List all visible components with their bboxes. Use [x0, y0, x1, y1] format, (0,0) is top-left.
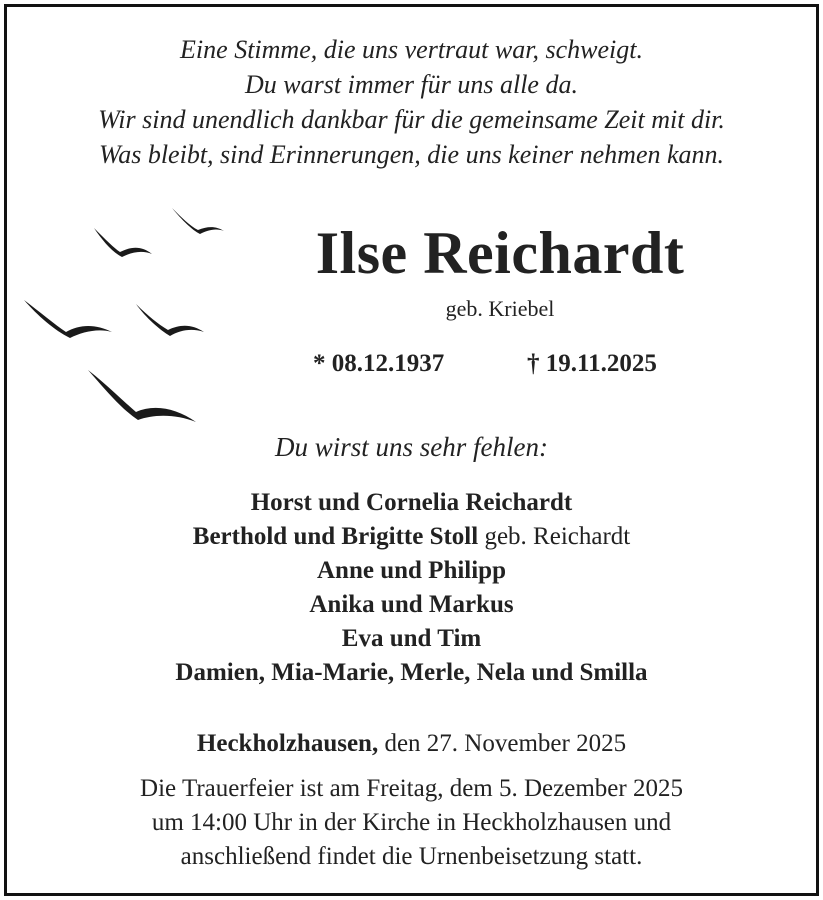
funeral-line-1: Die Trauerfeier ist am Freitag, dem 5. Dezember 2025: [140, 775, 683, 802]
funeral-line-2: um 14:00 Uhr in der Kirche in Heckholzhausen und: [151, 809, 672, 836]
poem-line-3: Wir sind unendlich dankbar für die gemeinsame Zeit mit dir.: [98, 105, 725, 134]
poem-line-1: Eine Stimme, die uns vertraut war, schweigt.: [180, 35, 643, 64]
family-line-3: Anne und Philipp: [317, 557, 506, 584]
funeral-line-3: anschließend findet die Urnenbeisetzung statt.: [180, 843, 643, 870]
poem-line-4: Was bleibt, sind Erinnerungen, die uns keiner nehmen kann.: [98, 140, 725, 169]
deceased-name: Ilse Reichardt: [315, 220, 685, 286]
poem: [0, 32, 823, 172]
farewell-line: Du wirst uns sehr fehlen:: [275, 432, 548, 462]
birth-name: geb. Kriebel: [445, 296, 555, 321]
birth-date: * 08.12.1937: [313, 350, 445, 377]
family-line-4: Anika und Markus: [309, 591, 514, 618]
notice-date: den 27. November 2025: [378, 730, 627, 757]
bird-icon-5: [88, 370, 196, 422]
place: Heckholzhausen,: [196, 730, 379, 757]
bird-icon-3: [24, 300, 112, 338]
family-list: [0, 486, 823, 690]
family-line-2-names: Berthold und Brigitte Stoll: [192, 523, 479, 550]
family-line-6: Damien, Mia-Marie, Merle, Nela und Smilla: [175, 659, 648, 686]
funeral-details: [0, 772, 823, 874]
poem-line-2: Du warst immer für uns alle da.: [245, 70, 578, 99]
family-line-1: Horst und Cornelia Reichardt: [250, 489, 573, 516]
place-date-line: [0, 730, 823, 758]
family-line-2-note: geb. Reichardt: [478, 523, 631, 550]
family-line-5: Eva und Tim: [341, 625, 482, 652]
death-date: † 19.11.2025: [527, 350, 657, 377]
